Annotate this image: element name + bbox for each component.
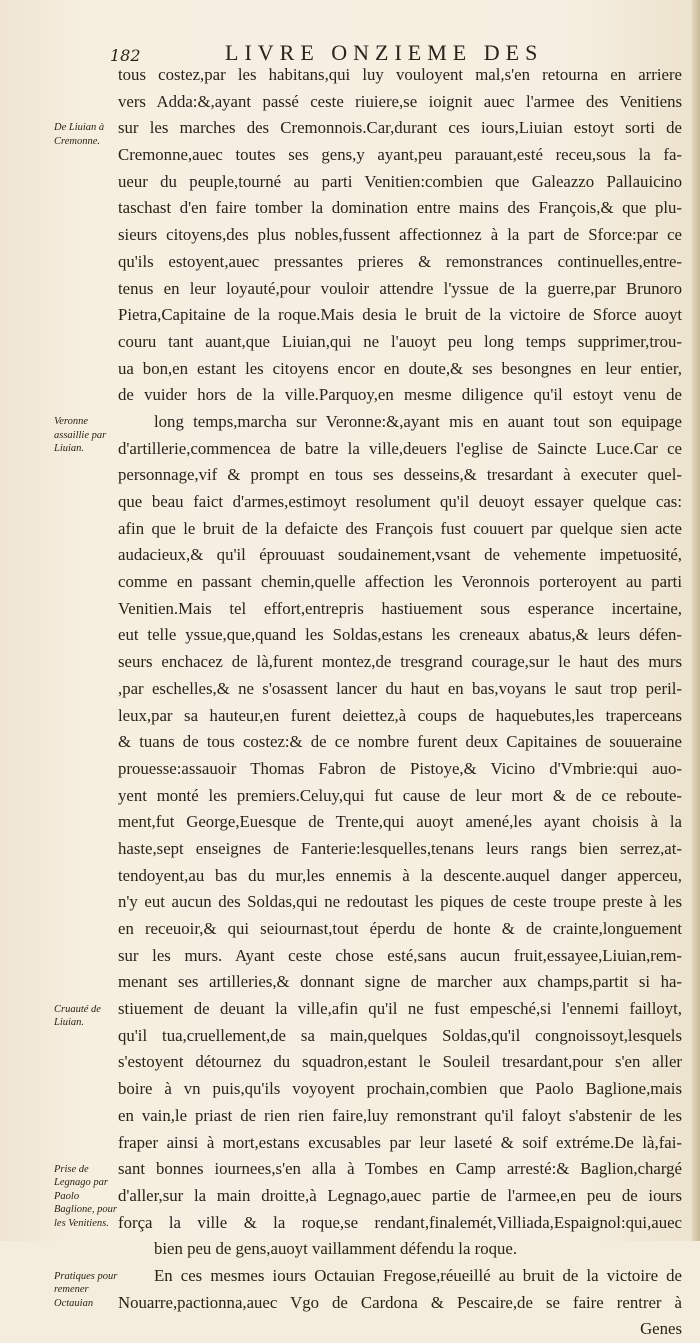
text-line: n'y eut aucun des Soldas,qui ne redoutast les piques de ceste troupe preste à les (118, 892, 682, 912)
text-line: que beau faict d'armes,estimoyt resolument qu'il deuoyt essayer quelque cas: (118, 492, 682, 511)
text-line: leux,par sa hauteur,en furent deiettez,à coups de haquebutes,les traperceans (118, 705, 682, 725)
text-line: s'estoyent détournez du squadron,estant le Souleil tresardant,pour s'en aller (118, 1052, 682, 1072)
text-line: en receuoir,& qui seiournast,tout éperdu de honte & de crainte,longuement (118, 919, 682, 938)
text-line: personnage,vif & prompt en tous ses desseins,& tresardant à executer quel- (118, 465, 682, 485)
text-line: sur les murs. Ayant ceste chose esté,sans aucun fruit,essayee,Liuian,rem- (118, 945, 682, 965)
text-line: stiuement de deuant la ville,afin qu'il ne fust empesché,si l'ennemi failloyt, (118, 999, 682, 1019)
text-line: sant bonnes iournees,s'en alla à Tombes en Camp arresté:& Baglion,chargé (118, 1159, 682, 1179)
text-line: haste,sept enseignes de Fanterie:lesquelles,tenans leurs rangs bien serrez,at- (118, 838, 682, 858)
text-line: ment,fut George,Euesque de Trente,qui auoyt amené,les ayant choisis à la (118, 812, 682, 832)
text-line: seurs enchacez de là,furent montez,de tresgrand courage,sur le haut des murs (118, 652, 682, 672)
text-line: menant ses artilleries,& donnant signe de marcher aux champs,partit si ha- (118, 972, 682, 992)
text-line: tous costez,par les habitans,qui luy vouloyent mal,s'en retourna en arriere (118, 65, 682, 84)
text-line: audacieux,& qu'il éprouuast soudainement,vsant de vehemente impetuosité, (118, 545, 682, 565)
text-line: qu'ils estoyent,auec pressantes prieres & remonstrances continuelles,entre- (118, 251, 682, 271)
text-line: & tuans de tous costez:& de ce nombre furent deux Capitaines de souueraine (118, 732, 682, 752)
text-line: sur les marches des Cremonnois.Car,durant ces iours,Liuian estoyt sorti de (118, 118, 682, 138)
text-line: yent monté les premiers.Celuy,qui fut cause de leur mort & de ce reboute- (118, 785, 682, 805)
text-line: d'aller,sur la main droitte,à Legnago,auec partie de l'armee,en peu de iours (118, 1185, 682, 1205)
margin-note: Cruauté de Liuian. (54, 1003, 101, 1028)
text-line: Venitien.Mais tel effort,entrepris hastiuement sous esperance incertaine, (118, 598, 682, 618)
text-line: fraper ainsi à mort,estans excusables par leur laseté & soif extréme.De là,fai- (118, 1132, 682, 1152)
text-line: de vuider hors de la ville.Parquoy,en mesme diligence qu'il estoyt venu de (118, 385, 682, 405)
text-line: força la ville & la roque,se rendant,finalemét,Villiada,Espaignol:qui,auec (118, 1212, 682, 1232)
text-line: ueur du peuple,tourné au parti Venitien:combien que Galeazzo Pallauicino (118, 171, 682, 191)
text-line: bien peu de gens,auoyt vaillamment défendu la roque. (154, 1239, 518, 1259)
text-line: Nouarre,pactionna,auec Vgo de Cardona & Pescaire,de se faire rentrer à (118, 1292, 682, 1312)
text-line: long temps,marcha sur Veronne:&,ayant mis en auant tout son equipage (154, 411, 682, 431)
text-line: couru tant auant,que Liuian,qui ne l'auoyt peu long temps supprimer,trou- (118, 331, 682, 351)
text-line: tendoyent,au bas du mur,les ennemis à la descente.auquel danger apperceu, (118, 865, 682, 885)
text-line: Genes (640, 1319, 682, 1339)
text-line: en vain,le priast de rien rien faire,luy remonstrant qu'il faloyt s'abstenir de les (118, 1105, 682, 1125)
margin-note: Veronne assaillie par Liuian. (54, 416, 107, 455)
body-text (118, 62, 682, 1343)
text-line: ,par eschelles,& ne s'osassent lancer du haut en bas,voyans le saut trop peril- (118, 678, 682, 698)
text-line: boire à vn puis,qu'ils voyoyent prochain,combien que Paolo Baglione,mais (118, 1079, 682, 1099)
text-line: comme en passant chemin,quelle affection les Veronnois porteroyent au parti (118, 572, 682, 592)
margin-note: Pratiques pour remener Octauian (54, 1270, 118, 1309)
text-line: prouesse:assauoir Thomas Fabron de Pistoye,& Vicino d'Vmbrie:qui auo- (118, 758, 682, 778)
text-line: sieurs citoyens,des plus nobles,fussent affectionnez à la part de Sforce:par ce (118, 225, 682, 245)
margin-note: De Liuian à Cremonne. (54, 122, 105, 147)
text-line: d'artillerie,commencea de batre la ville,deuers l'eglise de Saincte Luce.Car ce (118, 438, 682, 458)
text-line: taschast d'en faire tomber la domination entre mains des François,& que plu- (118, 198, 682, 218)
folio-number: 182 (110, 46, 141, 65)
text-line: tenus en leur loyauté,pour vouloir attendre l'yssue de la guerre,par Brunoro (118, 278, 682, 298)
text-line: Cremonne,auec toutes ses gens,y ayant,peu parauant,esté receu,sous la fa- (118, 145, 682, 165)
text-line: afin que le bruit de la defaicte des François fust couuert par quelque sien acte (118, 518, 682, 538)
text-line: Pietra,Capitaine de la roque.Mais desia le bruit de la victoire de Sforce auoyt (118, 305, 682, 325)
text-line: En ces mesmes iours Octauian Fregose,réueillé au bruit de la victoire de (154, 1265, 682, 1285)
text-line: vers Adda:&,ayant passé ceste riuiere,se ioignit auec l'armee des Venitiens (118, 91, 682, 111)
text-line: qu'il tua,cruellement,de sa main,quelques Soldas,qu'il congnoissoyt,lesquels (118, 1025, 682, 1045)
running-title: LIVRE ONZIEME DES (225, 40, 544, 65)
text-line: ua bon,en estant les citoyens encor en doute,& ses besongnes en leur entier, (118, 358, 682, 378)
margin-note: Prise de Legnago par Paolo Baglione, pour les Venitiens. (54, 1163, 117, 1229)
page-gutter (692, 0, 700, 1241)
text-line: eut telle yssue,que,quand les Soldas,estans les creneaux abatus,& leurs défen- (118, 625, 682, 645)
